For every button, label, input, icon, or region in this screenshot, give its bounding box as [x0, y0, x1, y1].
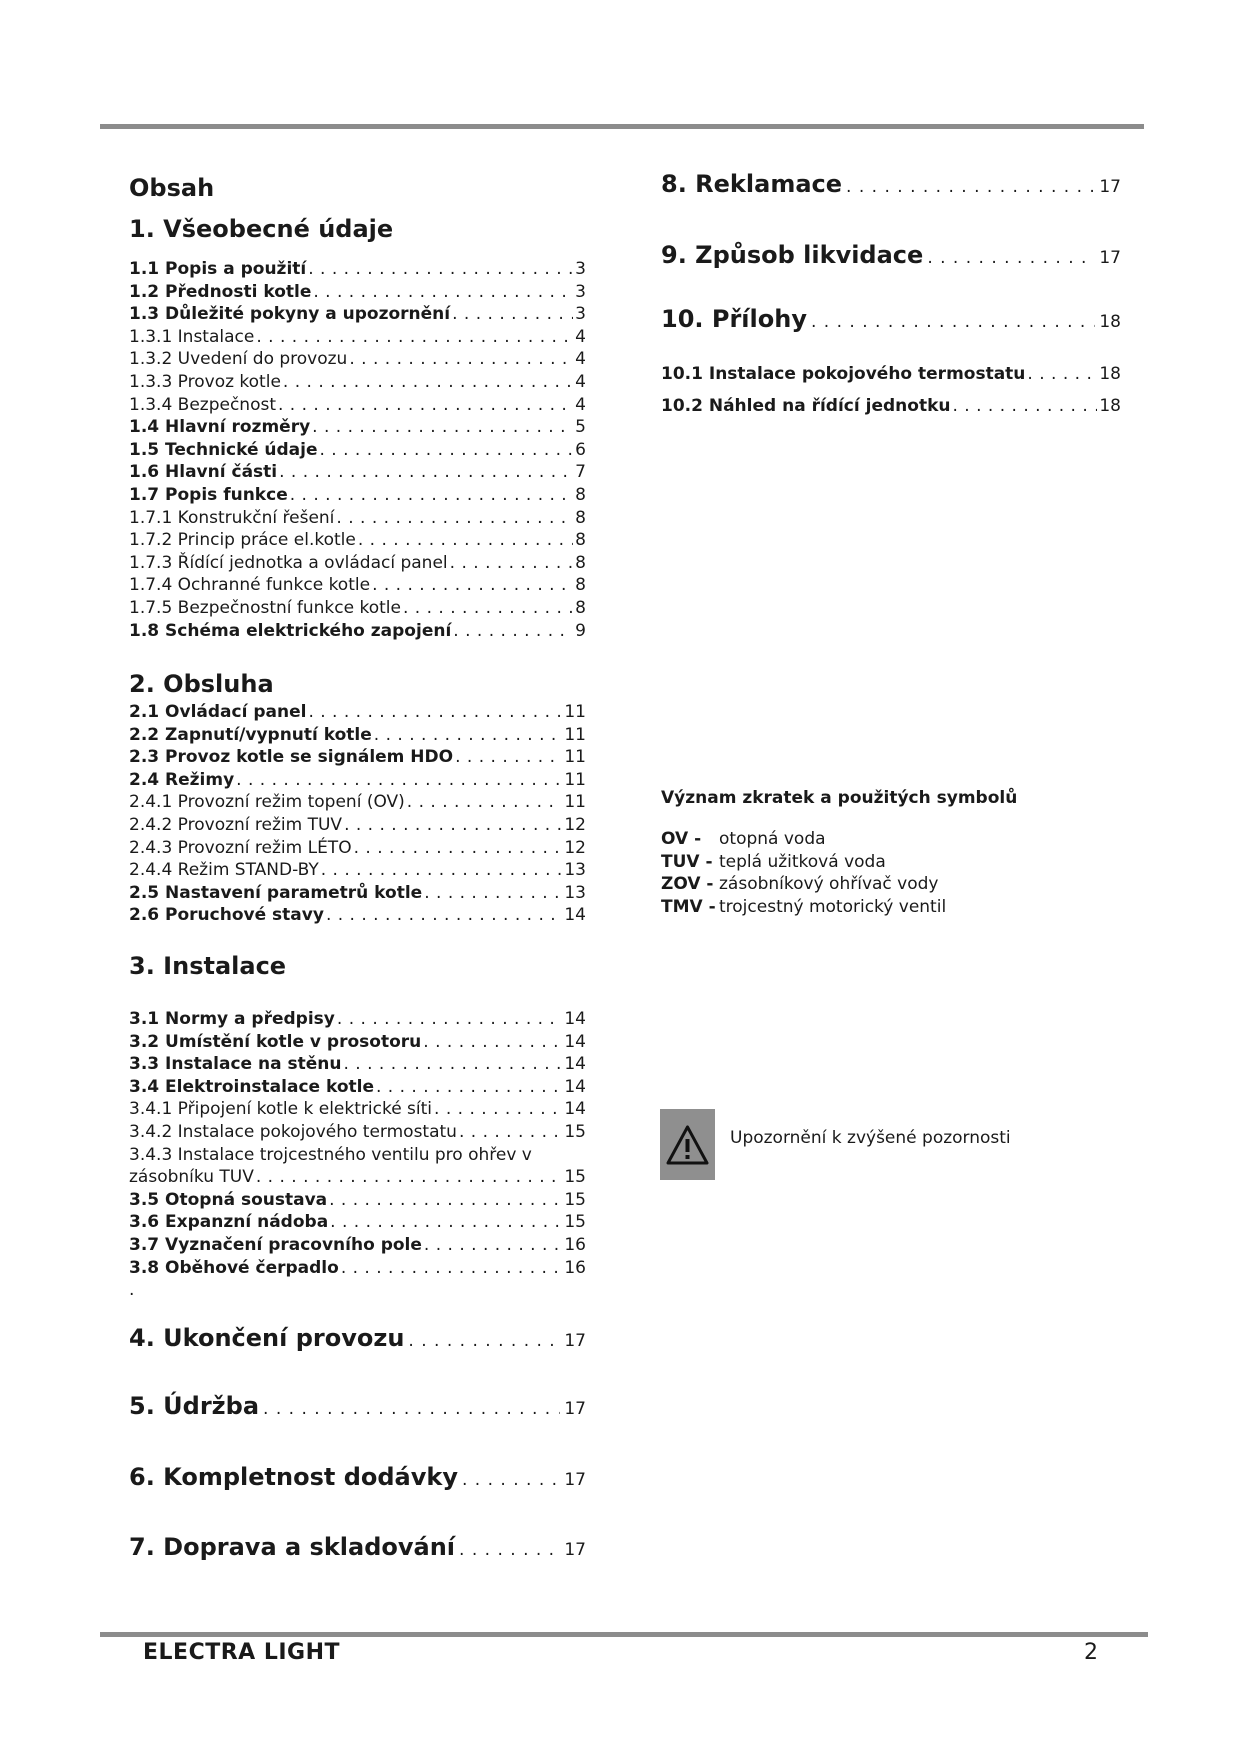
toc-entry-page: 3: [575, 259, 586, 279]
toc-entry-label: 3.6 Expanzní nádoba: [129, 1212, 329, 1233]
toc-entry-page: 14: [564, 905, 586, 926]
toc-entry-page: 4: [575, 326, 586, 347]
toc-entry-page: 12: [564, 837, 586, 858]
toc-entry-page: 8: [575, 530, 586, 551]
toc-entry[interactable]: [129, 701, 586, 724]
section-10-list: [661, 363, 1121, 427]
abbreviation-desc: teplá užitková voda: [719, 851, 886, 872]
toc-entry-label: 2.4.1 Provozní režim topení (OV): [129, 792, 405, 813]
abbreviation-item: [661, 851, 1121, 874]
toc-entry-page: 12: [564, 815, 586, 836]
toc-entry-page: 15: [564, 1212, 586, 1233]
toc-entry[interactable]: [129, 574, 586, 597]
abbreviation-item: [661, 896, 1121, 919]
toc-entry[interactable]: [129, 1008, 586, 1031]
toc-entry-page: 15: [564, 1167, 586, 1188]
section-6-page: 17: [564, 1469, 586, 1490]
toc-entry-page: 13: [564, 882, 586, 903]
toc-entry-label: 1.6 Hlavní části: [129, 462, 278, 483]
abbreviation-desc: otopná voda: [719, 829, 826, 849]
toc-entry[interactable]: [129, 484, 586, 507]
toc-entry[interactable]: [129, 348, 586, 371]
toc-entry[interactable]: [129, 837, 586, 860]
toc-entry[interactable]: [129, 1031, 586, 1054]
abbreviation-desc: zásobníkový ohřívač vody: [719, 874, 939, 895]
toc-entry-page: 11: [564, 724, 586, 745]
footer-page-number: 2: [1084, 1640, 1098, 1665]
toc-entry-page: 5: [575, 417, 586, 438]
toc-entry-label: 1.5 Technické údaje: [129, 439, 318, 460]
toc-entry[interactable]: [129, 461, 586, 484]
toc-entry-page: 8: [575, 507, 586, 528]
toc-entry[interactable]: [129, 1257, 586, 1280]
toc-entry-label: 1.3.2 Uvedení do provozu: [129, 349, 348, 370]
section-6-title: 6. Kompletnost dodávky: [129, 1462, 458, 1491]
toc-entry-page: 8: [575, 484, 586, 505]
toc-entry-label: 1.7.1 Konstrukční řešení: [129, 507, 335, 528]
toc-entry[interactable]: [129, 620, 586, 643]
toc-entry[interactable]: [129, 507, 586, 530]
toc-entry[interactable]: [129, 552, 586, 575]
toc-entry-page: 16: [564, 1234, 586, 1255]
toc-entry[interactable]: [129, 303, 586, 326]
section-4-title: 4. Ukončení provozu: [129, 1323, 405, 1352]
section-2-list: [129, 701, 586, 927]
toc-entry-label: 1.8 Schéma elektrického zapojení: [129, 620, 452, 641]
section-3-list: [129, 1008, 586, 1144]
toc-entry-page: 11: [564, 702, 586, 723]
toc-entry[interactable]: [129, 1189, 586, 1212]
section-6-entry[interactable]: [129, 1463, 586, 1491]
warning-triangle-icon: [660, 1109, 715, 1180]
toc-entry-label: 1.7.2 Princip práce el.kotle: [129, 530, 356, 551]
section-7-title: 7. Doprava a skladování: [129, 1532, 456, 1561]
toc-entry-label: 3.3 Instalace na stěnu: [129, 1054, 342, 1075]
toc-entry-label: 1.2 Přednosti kotle: [129, 281, 312, 302]
toc-entry[interactable]: [129, 258, 586, 281]
toc-entry-label: 3.7 Vyznačení pracovního pole: [129, 1234, 422, 1255]
toc-entry-label: 3.1 Normy a předpisy: [129, 1009, 335, 1030]
toc-entry[interactable]: [129, 529, 586, 552]
toc-entry-page: 13: [564, 860, 586, 881]
section-3b-list: [129, 1189, 586, 1279]
section-10-page: 18: [1099, 312, 1121, 332]
toc-entry[interactable]: [661, 395, 1121, 427]
toc-entry-label: 3.4.1 Připojení kotle k elektrické síti: [129, 1099, 433, 1120]
toc-entry[interactable]: [129, 769, 586, 792]
toc-entry-page: 14: [564, 1009, 586, 1030]
section-8-page: 17: [1099, 177, 1121, 197]
abbreviation-desc: trojcestný motorický ventil: [719, 896, 947, 917]
toc-entry-label: 2.2 Zapnutí/vypnutí kotle: [129, 724, 372, 745]
toc-entry-page: 11: [564, 792, 586, 813]
section-3-title: 3. Instalace: [129, 952, 287, 981]
toc-entry[interactable]: [129, 394, 586, 417]
toc-entry-label: 3.4.2 Instalace pokojového termostatu: [129, 1122, 457, 1142]
toc-entry[interactable]: [129, 746, 586, 769]
section-8-entry[interactable]: [661, 170, 1121, 198]
toc-entry[interactable]: [129, 439, 586, 462]
toc-entry[interactable]: [129, 1121, 586, 1144]
section-9-entry[interactable]: [661, 241, 1121, 269]
warning-symbol-box: [660, 1109, 715, 1180]
toc-entry[interactable]: [129, 1053, 586, 1076]
toc-entry-label: 10.2 Náhled na řídící jednotku: [661, 396, 951, 416]
toc-entry-page: 7: [575, 462, 586, 483]
abbreviation-code: ZOV -: [661, 874, 714, 895]
toc-entry[interactable]: [129, 1076, 586, 1099]
section-1-list: [129, 258, 586, 642]
section-9-page: 17: [1099, 248, 1121, 268]
abbreviation-item: [661, 828, 1121, 851]
toc-entry[interactable]: [129, 904, 586, 927]
section-4-page: 17: [564, 1330, 586, 1351]
toc-entry[interactable]: [129, 724, 586, 747]
toc-entry-label: 1.1 Popis a použití: [129, 259, 307, 279]
warning-text: Upozornění k zvýšené pozornosti: [730, 1128, 1011, 1148]
toc-entry-label: 2.5 Nastavení parametrů kotle: [129, 882, 423, 903]
toc-entry[interactable]: [129, 859, 586, 882]
toc-entry-page: 4: [575, 394, 586, 415]
section-2-title: 2. Obsluha: [129, 670, 274, 699]
abbreviation-item: [661, 873, 1121, 896]
toc-entry-label: 1.4 Hlavní rozměry: [129, 417, 311, 438]
toc-entry-page: 15: [564, 1189, 586, 1210]
toc-entry[interactable]: [129, 1098, 586, 1121]
section-8-title: 8. Reklamace: [661, 170, 843, 198]
abbreviations-block: [661, 788, 1121, 918]
toc-entry-page: 8: [575, 552, 586, 573]
section-1-title: 1. Všeobecné údaje: [129, 215, 394, 243]
toc-entry-wrapped-line1: 3.4.3 Instalace trojcestného ventilu pro ohřev v: [129, 1144, 532, 1165]
toc-entry-page: 4: [575, 371, 586, 392]
toc-entry-label: 3.4 Elektroinstalace kotle: [129, 1076, 374, 1097]
toc-entry-label: 2.1 Ovládací panel: [129, 702, 307, 723]
top-rule: [100, 124, 1144, 129]
toc-entry-page: 15: [564, 1122, 586, 1142]
toc-entry[interactable]: [129, 326, 586, 349]
toc-entry-page: 8: [575, 597, 586, 618]
toc-entry-label: 3.8 Oběhové čerpadlo: [129, 1257, 339, 1278]
section-5-page: 17: [564, 1398, 586, 1419]
toc-entry[interactable]: [129, 281, 586, 304]
toc-entry-page: 8: [575, 575, 586, 596]
toc-entry-page: 18: [1099, 396, 1121, 416]
toc-entry-label: 2.3 Provoz kotle se signálem HDO: [129, 747, 454, 768]
abbreviations-list: [661, 828, 1121, 918]
section-10-entry[interactable]: [661, 305, 1121, 333]
toc-entry-label: 2.4.3 Provozní režim LÉTO: [129, 837, 352, 858]
toc-entry[interactable]: [129, 371, 586, 394]
toc-entry-label: 1.3.1 Instalace: [129, 326, 255, 347]
toc-entry[interactable]: [129, 791, 586, 814]
toc-entry-page: 11: [564, 747, 586, 768]
toc-entry-label: 2.4.2 Provozní režim TUV: [129, 815, 343, 836]
toc-entry-label: 2.4.4 Režim STAND-BY: [129, 860, 319, 881]
toc-entry[interactable]: [129, 814, 586, 837]
section-5-entry[interactable]: [129, 1392, 586, 1420]
stray-dot: .: [129, 1280, 135, 1301]
footer-brand: ELECTRA LIGHT: [143, 1640, 341, 1665]
bottom-rule: [100, 1632, 1148, 1637]
section-5-title: 5. Údržba: [129, 1391, 260, 1420]
toc-entry-page: 14: [564, 1099, 586, 1120]
toc-left-column: [129, 170, 586, 1561]
abbreviation-code: TUV -: [661, 851, 713, 872]
toc-entry-label: 1.3.4 Bezpečnost: [129, 394, 276, 415]
section-7-entry[interactable]: [129, 1533, 586, 1561]
toc-entry[interactable]: [661, 363, 1121, 395]
toc-entry-wrapped-cont[interactable]: [129, 1166, 586, 1189]
toc-entry[interactable]: [129, 882, 586, 905]
toc-entry-label: 1.3.3 Provoz kotle: [129, 371, 281, 392]
toc-entry-wrapped[interactable]: [129, 1144, 586, 1167]
toc-entry-page: 4: [575, 349, 586, 370]
section-9-title: 9. Způsob likvidace: [661, 241, 924, 269]
toc-entry-label: 10.1 Instalace pokojového termostatu: [661, 364, 1026, 384]
toc-right-column: [661, 170, 1121, 917]
section-7-page: 17: [564, 1539, 586, 1560]
toc-entry-label: 2.4 Režimy: [129, 769, 235, 790]
abbreviation-code: TMV -: [661, 896, 716, 917]
toc-entry-page: 6: [575, 439, 586, 460]
toc-entry-label: 3.5 Otopná soustava: [129, 1189, 328, 1210]
toc-entry-page: 3: [575, 281, 586, 302]
toc-entry-label: 1.7.5 Bezpečnostní funkce kotle: [129, 597, 401, 618]
toc-entry[interactable]: [129, 1234, 586, 1257]
section-4-entry[interactable]: [129, 1324, 586, 1352]
abbreviations-title: Význam zkratek a použitých symbolů: [661, 788, 1018, 808]
toc-entry[interactable]: [129, 1211, 586, 1234]
toc-entry-page: 14: [564, 1031, 586, 1052]
abbreviation-code: OV -: [661, 829, 702, 849]
toc-entry-page: 14: [564, 1054, 586, 1075]
toc-entry-page: 11: [564, 769, 586, 790]
toc-entry-label: 1.7.4 Ochranné funkce kotle: [129, 575, 371, 596]
section-10-title: 10. Přílohy: [661, 305, 807, 333]
toc-entry-page: 16: [564, 1257, 586, 1278]
toc-entry-label: 1.7 Popis funkce: [129, 484, 288, 505]
toc-entry-label: 2.6 Poruchové stavy: [129, 905, 324, 926]
toc-entry-label: 1.3 Důležité pokyny a upozornění: [129, 304, 451, 325]
toc-entry-page: 18: [1099, 364, 1121, 384]
toc-entry[interactable]: [129, 597, 586, 620]
toc-entry-page: 9: [575, 620, 586, 641]
toc-entry-label: 1.7.3 Řídící jednotka a ovládací panel: [129, 552, 448, 573]
toc-entry-wrapped-line2: zásobníku TUV: [129, 1167, 254, 1188]
toc-entry-page: 3: [575, 304, 586, 325]
toc-entry-label: 3.2 Umístění kotle v prosotoru: [129, 1031, 422, 1052]
toc-title: Obsah: [129, 174, 215, 202]
toc-entry-page: 14: [564, 1076, 586, 1097]
toc-entry[interactable]: [129, 416, 586, 439]
